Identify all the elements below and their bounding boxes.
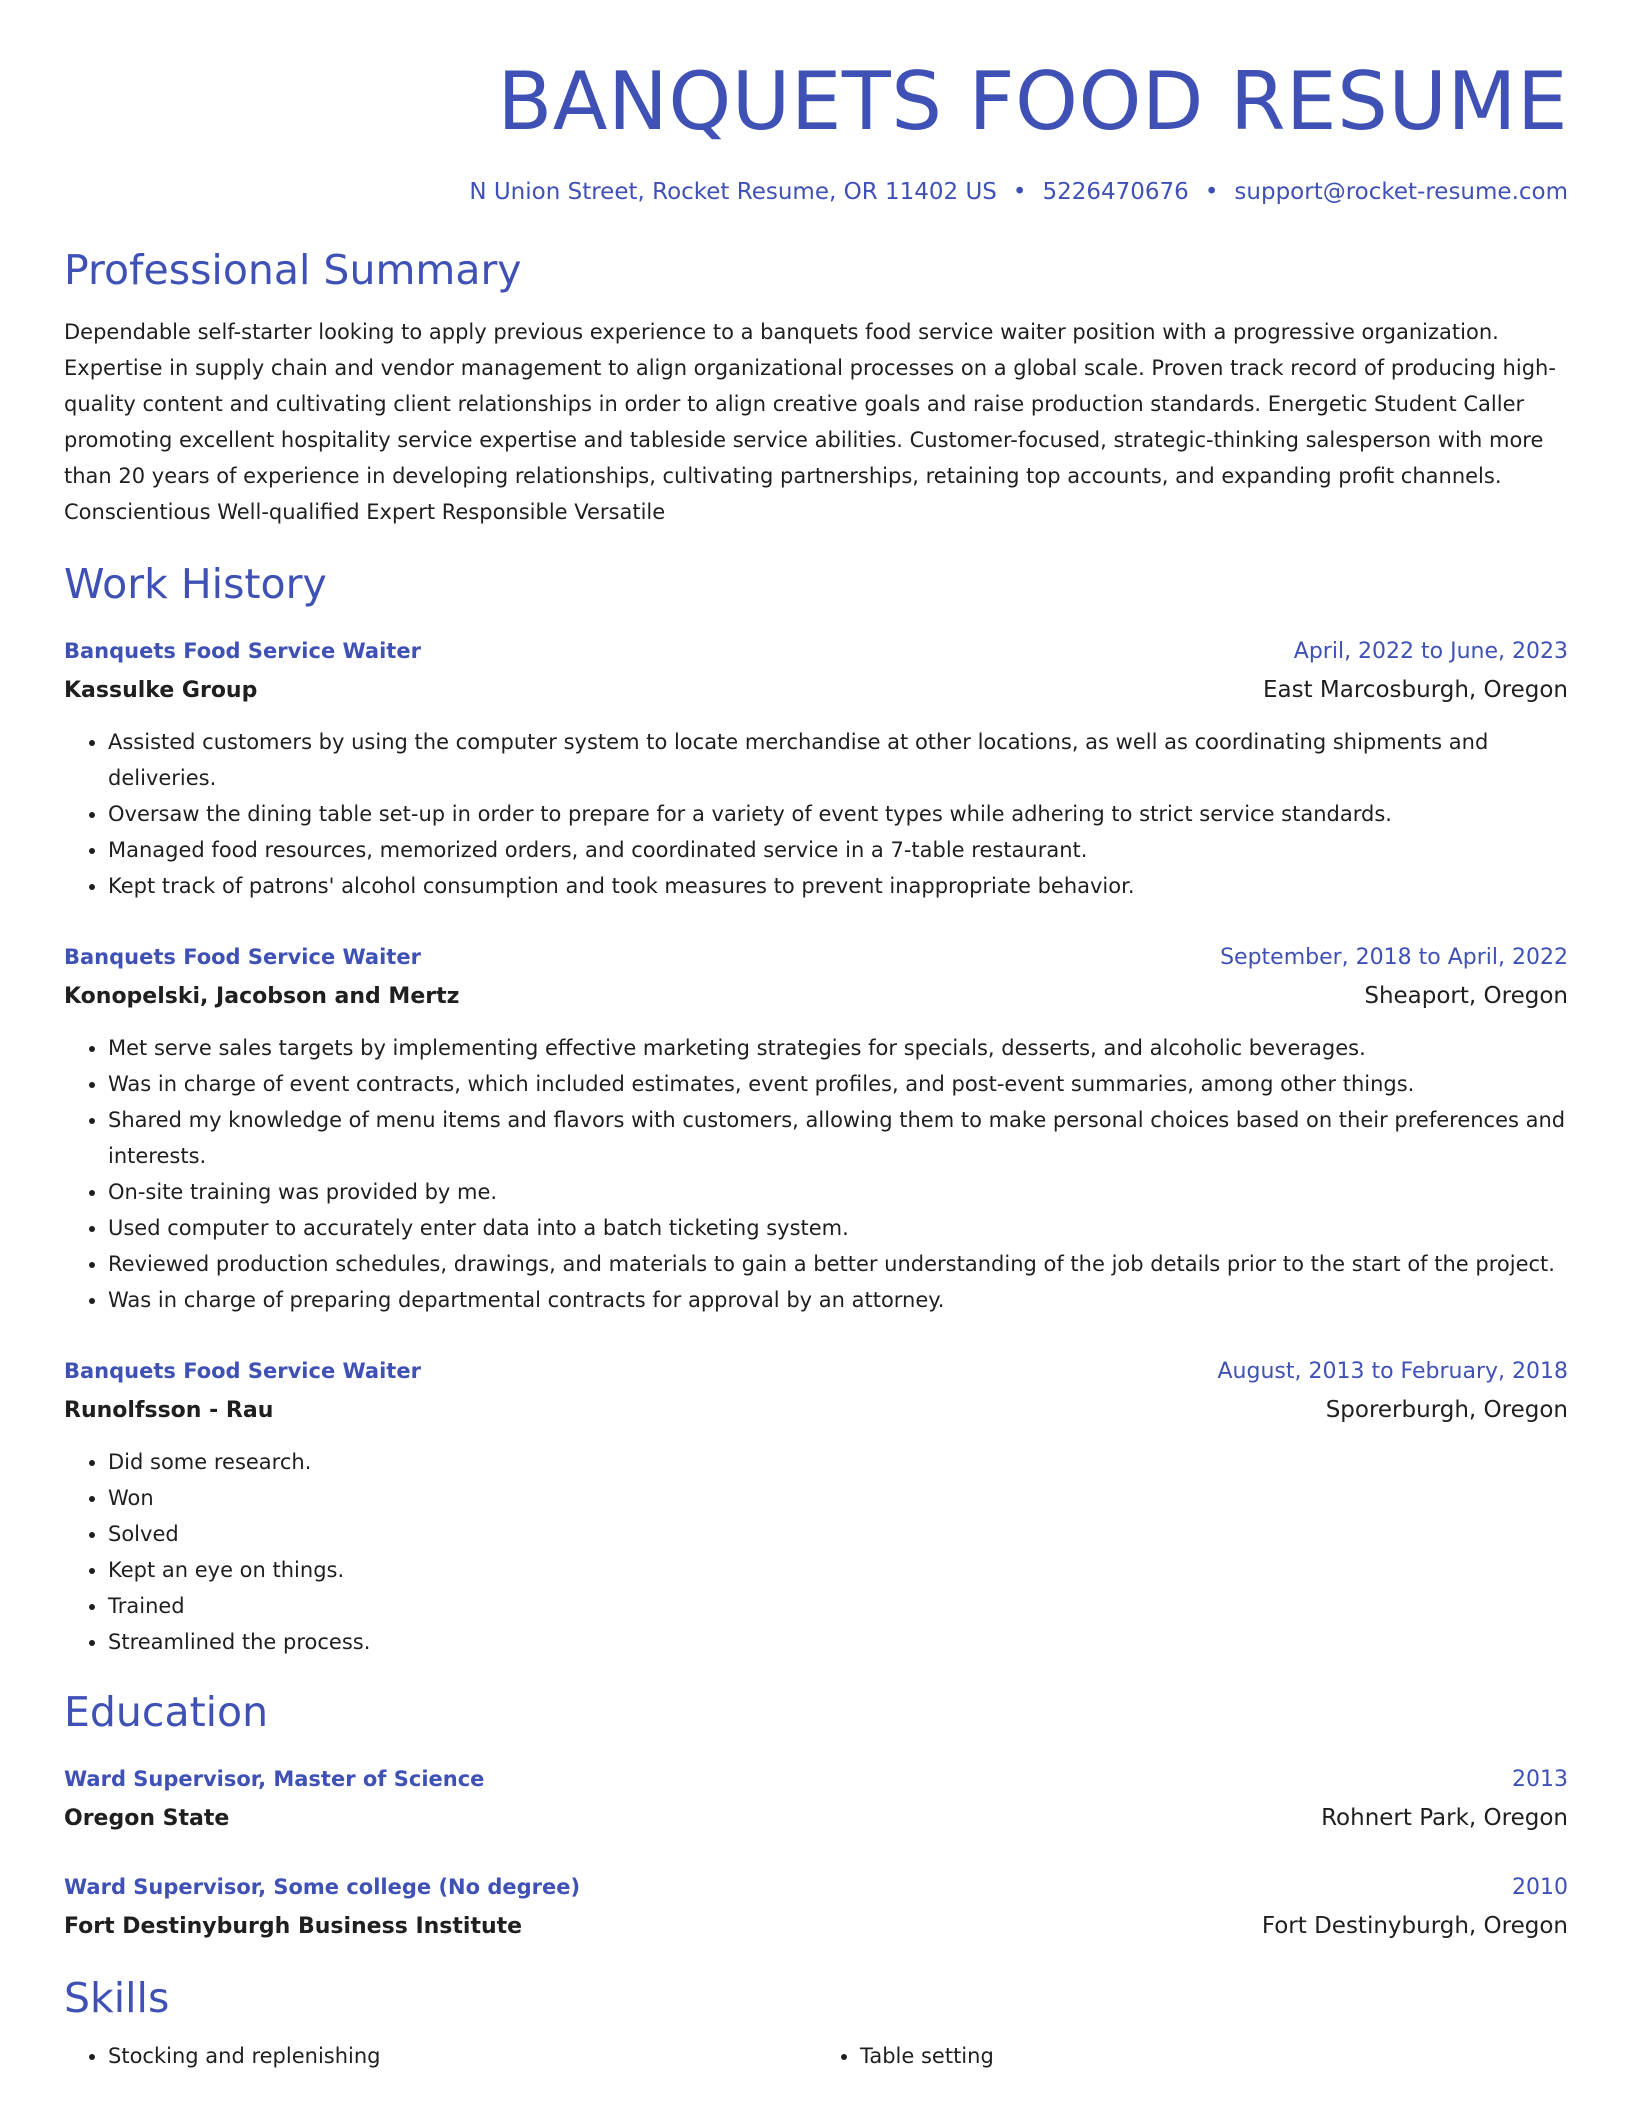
education-degree: Ward Supervisor, Master of Science (64, 1767, 485, 1791)
job-bullet: • Kept an eye on things. (108, 1552, 1568, 1588)
job-bullets (64, 724, 1568, 904)
resume-title: BANQUETS FOOD RESUME (497, 55, 1568, 148)
education-location: Rohnert Park, Oregon (1321, 1805, 1568, 1831)
contact-separator: • (1012, 179, 1027, 205)
job-bullet: • Trained (108, 1588, 1568, 1624)
job-bullet: • Was in charge of preparing departmental contracts for approval by an attorney. (108, 1282, 1568, 1318)
job-entry (64, 1352, 1568, 1660)
job-bullets (64, 1030, 1568, 1318)
job-company: Kassulke Group (64, 678, 258, 703)
job-dates: April, 2022 to June, 2023 (1293, 639, 1568, 664)
education-entry (64, 1868, 1568, 1946)
education-entry (64, 1760, 1568, 1838)
job-dates: August, 2013 to February, 2018 (1217, 1359, 1568, 1384)
job-entry (64, 938, 1568, 1318)
job-bullet: • Used computer to accurately enter data into a batch ticketing system. (108, 1210, 1568, 1246)
job-bullet: • Shared my knowledge of menu items and flavors with customers, allowing them to make personal choices based on their preferences and interests. (108, 1102, 1568, 1174)
job-bullet: • Won (108, 1480, 1568, 1516)
job-dates: September, 2018 to April, 2022 (1220, 945, 1568, 970)
job-location: Sporerburgh, Oregon (1325, 1397, 1568, 1423)
job-bullet: • Kept track of patrons' alcohol consumption and took measures to prevent inappropriate behavior. (108, 868, 1568, 904)
job-bullet: • Solved (108, 1516, 1568, 1552)
skills-column-left (64, 2038, 816, 2074)
job-bullet: • Oversaw the dining table set-up in order to prepare for a variety of event types while adhering to strict service standards. (108, 796, 1568, 832)
job-role: Banquets Food Service Waiter (64, 1359, 421, 1383)
education-degree: Ward Supervisor, Some college (No degree) (64, 1875, 581, 1899)
education-school: Oregon State (64, 1806, 230, 1831)
education-year: 2010 (1512, 1875, 1568, 1900)
job-role: Banquets Food Service Waiter (64, 639, 421, 663)
contact-phone: 5226470676 (1042, 179, 1189, 205)
skills-column-right (816, 2038, 1568, 2074)
job-bullet: • Managed food resources, memorized orders, and coordinated service in a 7-table restaurant. (108, 832, 1568, 868)
job-location: East Marcosburgh, Oregon (1262, 677, 1568, 703)
job-bullet: • Met serve sales targets by implementing effective marketing strategies for specials, desserts, and alcoholic beverages. (108, 1030, 1568, 1066)
contact-address: N Union Street, Rocket Resume, OR 11402 US (469, 179, 997, 205)
job-bullet: • Reviewed production schedules, drawings, and materials to gain a better understanding of the job details prior to the start of the project. (108, 1246, 1568, 1282)
job-company: Runolfsson - Rau (64, 1398, 274, 1423)
job-company: Konopelski, Jacobson and Mertz (64, 984, 460, 1009)
job-bullet: • Did some research. (108, 1444, 1568, 1480)
education-location: Fort Destinyburgh, Oregon (1261, 1913, 1568, 1939)
job-bullet: • Was in charge of event contracts, which included estimates, event profiles, and post-event summaries, among other things. (108, 1066, 1568, 1102)
skills-list (64, 2038, 1568, 2074)
contact-line (64, 176, 1568, 208)
skill-item: • Table setting (860, 2038, 1568, 2074)
job-bullets (64, 1444, 1568, 1660)
job-location: Sheaport, Oregon (1364, 983, 1568, 1009)
section-title-education: Education (64, 1688, 269, 1736)
skill-item: • Stocking and replenishing (108, 2038, 816, 2074)
job-entry (64, 632, 1568, 904)
section-title-summary: Professional Summary (64, 246, 522, 294)
section-title-work-history: Work History (64, 560, 327, 608)
summary-text: Dependable self-starter looking to apply previous experience to a banquets food service waiter position with a progressive organization. Expertise in supply chain and vendor management to align organizational processes on a global scale. Proven track record of producing high-quality content and cultivating client relationships in order to align creative goals and raise production standards. Energetic Student Caller promoting excellent hospitality service expertise and tableside service abilities. Customer-focused, strategic-thinking salesperson with more than 20 years of experience in developing relationships, cultivating partnerships, retaining top accounts, and expanding profit channels. Conscientious Well-qualified Expert Responsible Versatile (64, 320, 1556, 524)
education-school: Fort Destinyburgh Business Institute (64, 1914, 523, 1939)
contact-separator: • (1204, 179, 1219, 205)
job-bullet: • Assisted customers by using the computer system to locate merchandise at other locations, as well as coordinating shipments and deliveries. (108, 724, 1568, 796)
education-year: 2013 (1512, 1767, 1568, 1792)
job-bullet: • On-site training was provided by me. (108, 1174, 1568, 1210)
job-bullet: • Streamlined the process. (108, 1624, 1568, 1660)
job-role: Banquets Food Service Waiter (64, 945, 421, 969)
contact-email: support@rocket-resume.com (1234, 179, 1568, 205)
section-title-skills: Skills (64, 1974, 170, 2022)
